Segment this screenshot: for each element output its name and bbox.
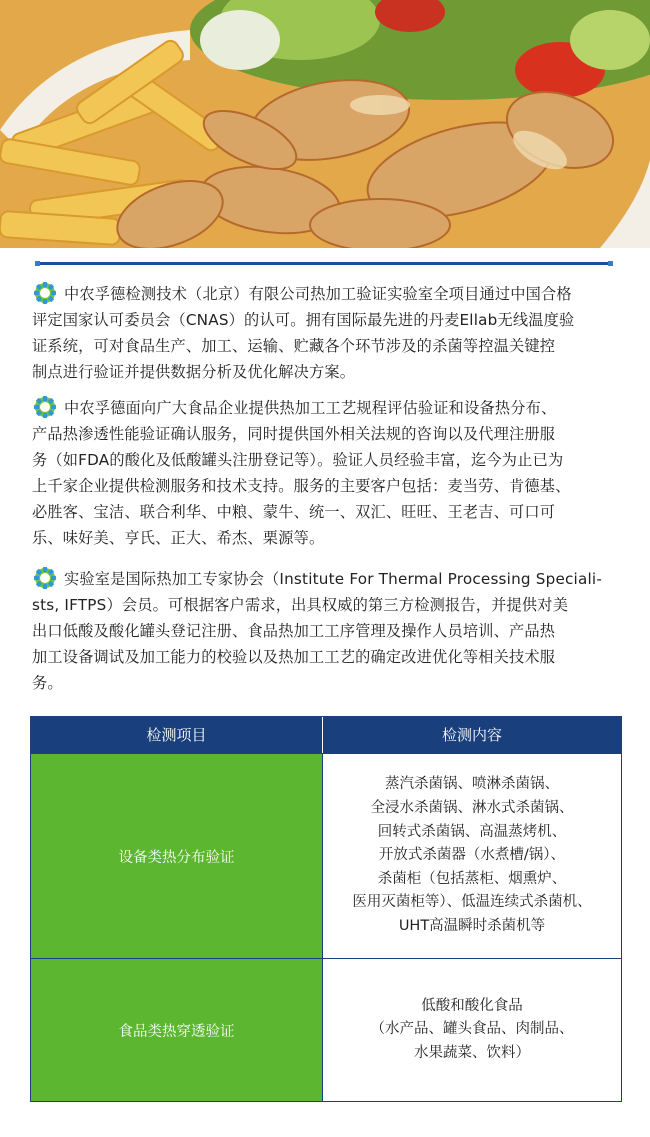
paragraph-line: 乐、味好美、亨氏、正大、希杰、栗源等。 [32,529,325,547]
paragraph-line: 产品热渗透性能验证确认服务，同时提供国外相关法规的咨询以及代理注册服 [32,425,556,443]
content-line: UHT高温瞬时杀菌机等 [398,917,546,934]
table-cell-content [323,958,621,1101]
paragraph-line: 制点进行验证并提供数据分析及优化解决方案。 [32,363,356,381]
content-line: 杀菌柜（包括蒸柜、烟熏炉、 [377,870,567,887]
content-line: 蒸汽杀菌锅、喷淋杀菌锅、 [385,776,559,793]
content-line: 全浸水杀菌锅、淋水式杀菌锅、 [370,800,574,817]
section-divider [38,262,610,265]
paragraph-line: sts, IFTPS）会员。可根据客户需求，出具权威的第三方检测报告，并提供对美 [32,596,569,614]
gear-icon [32,396,58,418]
intro-paragraph-1 [32,281,628,385]
intro-paragraph-3 [32,566,628,696]
paragraph-line: 中农孚德检测技术（北京）有限公司热加工验证实验室全项目通过中国合格 [64,285,572,303]
table-cell-content [323,753,621,958]
paragraph-line: 务。 [32,674,63,692]
paragraph-line: 务（如FDA的酸化及低酸罐头注册登记等）。验证人员经验丰富，迄今为止已为 [32,451,564,469]
gear-icon [32,567,58,589]
paragraph-line: 必胜客、宝洁、联合利华、中粮、蒙牛、统一、双汇、旺旺、王老吉、可口可 [32,503,556,521]
paragraph-line: 出口低酸及酸化罐头登记注册、食品热加工工序管理及操作人员培训、产品热 [32,622,556,640]
paragraph-line: 评定国家认可委员会（CNAS）的认可。拥有国际最先进的丹麦Ellab无线温度验 [32,311,575,329]
table-cell-item: 设备类热分布验证 [31,753,323,958]
paragraph-line: 证系统，可对食品生产、加工、运输、贮藏各个环节涉及的杀菌等控温关键控 [32,337,556,355]
content-line: 医用灭菌柜等）、低温连续式杀菌机、 [352,894,592,911]
table-row [31,753,621,958]
content-line: （水产品、罐头食品、肉制品、 [370,1021,574,1038]
paragraph-line: 中农孚德面向广大食品企业提供热加工工艺规程评估验证和设备热分布、 [64,399,557,417]
table-header-content: 检测内容 [323,717,621,753]
table-header-item: 检测项目 [31,717,323,753]
paragraph-line: 上千家企业提供检测服务和技术支持。服务的主要客户包括：麦当劳、肯德基、 [32,477,571,495]
content-line: 开放式杀菌器（水煮槽/锅）、 [378,847,566,864]
table-cell-item: 食品类热穿透验证 [31,958,323,1101]
content-line: 低酸和酸化食品 [421,997,523,1014]
table-row [31,958,621,1101]
paragraph-line: 加工设备调试及加工能力的校验以及热加工工艺的确定改进优化等相关技术服 [32,648,556,666]
content-line: 水果蔬菜、饮料） [414,1044,530,1061]
hero-food-image [0,0,650,248]
testing-items-table [30,716,622,1102]
table-header-row [31,717,621,753]
paragraph-line: 实验室是国际热加工专家协会（Institute For Thermal Processing Speciali- [64,570,603,588]
content-line: 回转式杀菌锅、高温蒸烤机、 [377,823,567,840]
gear-icon [32,282,58,304]
intro-paragraph-2 [32,395,628,551]
